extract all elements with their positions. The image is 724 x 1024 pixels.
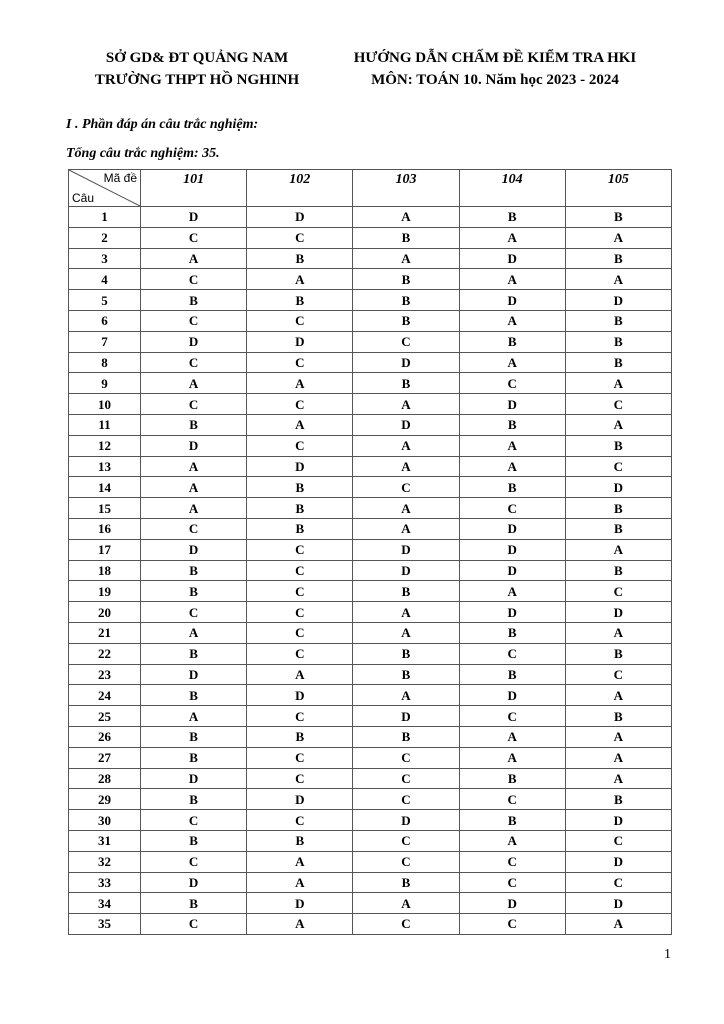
answer-cell: B — [353, 726, 459, 747]
table-row — [69, 830, 672, 851]
answer-cell: D — [353, 352, 459, 373]
answer-cell: A — [565, 768, 671, 789]
answer-cell: B — [459, 768, 565, 789]
answer-cell: D — [353, 539, 459, 560]
answer-cell: C — [247, 810, 353, 831]
answer-cell: A — [353, 435, 459, 456]
question-number-cell: 21 — [69, 622, 141, 643]
exam-code-header: 101 — [141, 170, 247, 207]
answer-cell: C — [247, 435, 353, 456]
answer-cell: C — [353, 747, 459, 768]
answer-cell: C — [141, 914, 247, 935]
question-number-cell: 34 — [69, 893, 141, 914]
answer-cell: A — [353, 248, 459, 269]
table-row — [69, 290, 672, 311]
table-row — [69, 664, 672, 685]
answer-cell: B — [565, 352, 671, 373]
table-row — [69, 310, 672, 331]
answer-cell: B — [565, 643, 671, 664]
question-number-cell: 13 — [69, 456, 141, 477]
answer-cell: B — [353, 643, 459, 664]
answer-cell: D — [459, 539, 565, 560]
table-row — [69, 518, 672, 539]
answer-cell: A — [459, 352, 565, 373]
corner-header-cell — [69, 170, 141, 207]
answer-cell: A — [565, 747, 671, 768]
answer-cell: C — [247, 581, 353, 602]
question-number-cell: 30 — [69, 810, 141, 831]
subject-year: MÔN: TOÁN 10. Năm học 2023 - 2024 — [371, 72, 619, 88]
answer-key-table — [68, 169, 672, 935]
answer-cell: D — [247, 685, 353, 706]
question-number-cell: 27 — [69, 747, 141, 768]
answer-cell: B — [247, 498, 353, 519]
answer-cell: A — [353, 498, 459, 519]
answer-cell: A — [565, 622, 671, 643]
table-row — [69, 914, 672, 935]
answer-cell: B — [459, 622, 565, 643]
question-number-cell: 22 — [69, 643, 141, 664]
question-number-cell: 28 — [69, 768, 141, 789]
answer-cell: B — [459, 810, 565, 831]
answer-cell: A — [141, 456, 247, 477]
answer-cell: B — [247, 726, 353, 747]
answer-cell: B — [141, 581, 247, 602]
answer-cell: C — [141, 602, 247, 623]
answer-cell: C — [141, 394, 247, 415]
answer-cell: D — [353, 414, 459, 435]
answer-cell: A — [141, 706, 247, 727]
answer-cell: C — [247, 768, 353, 789]
table-row — [69, 248, 672, 269]
question-number-cell: 18 — [69, 560, 141, 581]
question-number-cell: 32 — [69, 851, 141, 872]
answer-cell: C — [565, 872, 671, 893]
answer-cell: A — [565, 539, 671, 560]
question-number-cell: 23 — [69, 664, 141, 685]
answer-cell: A — [247, 872, 353, 893]
question-number-cell: 4 — [69, 269, 141, 290]
table-row — [69, 498, 672, 519]
answer-cell: B — [247, 477, 353, 498]
answer-cell: A — [353, 394, 459, 415]
answer-cell: C — [247, 352, 353, 373]
answer-cell: C — [459, 789, 565, 810]
table-row — [69, 539, 672, 560]
answer-cell: B — [353, 581, 459, 602]
question-number-cell: 3 — [69, 248, 141, 269]
answer-cell: B — [565, 310, 671, 331]
answer-cell: A — [459, 227, 565, 248]
table-row — [69, 747, 672, 768]
answer-cell: B — [459, 207, 565, 228]
table-row — [69, 851, 672, 872]
answer-cell: D — [141, 664, 247, 685]
table-row — [69, 581, 672, 602]
answer-cell: B — [353, 227, 459, 248]
answer-table-body — [69, 207, 672, 935]
answer-cell: C — [565, 456, 671, 477]
answer-cell: C — [247, 622, 353, 643]
answer-cell: D — [459, 685, 565, 706]
question-number-cell: 17 — [69, 539, 141, 560]
answer-cell: D — [247, 331, 353, 352]
question-number-cell: 2 — [69, 227, 141, 248]
answer-cell: B — [141, 290, 247, 311]
answer-cell: D — [141, 872, 247, 893]
table-row — [69, 394, 672, 415]
question-number-cell: 9 — [69, 373, 141, 394]
answer-cell: A — [353, 602, 459, 623]
answer-cell: B — [459, 664, 565, 685]
answer-cell: D — [565, 602, 671, 623]
answer-cell: D — [459, 248, 565, 269]
answer-cell: A — [565, 227, 671, 248]
answer-cell: D — [565, 477, 671, 498]
answer-cell: A — [247, 373, 353, 394]
table-row — [69, 477, 672, 498]
answer-cell: A — [459, 310, 565, 331]
answer-cell: B — [141, 789, 247, 810]
answer-cell: C — [459, 373, 565, 394]
table-row — [69, 602, 672, 623]
answer-cell: B — [565, 560, 671, 581]
answer-cell: C — [247, 706, 353, 727]
answer-cell: D — [565, 290, 671, 311]
page-number: 1 — [664, 947, 671, 962]
answer-cell: B — [247, 248, 353, 269]
answer-cell: D — [247, 893, 353, 914]
answer-cell: C — [459, 914, 565, 935]
answer-cell: B — [247, 518, 353, 539]
answer-cell: A — [353, 685, 459, 706]
answer-cell: A — [459, 269, 565, 290]
table-header-row — [69, 170, 672, 207]
answer-cell: B — [353, 269, 459, 290]
answer-cell: C — [353, 914, 459, 935]
table-row — [69, 560, 672, 581]
answer-cell: A — [459, 747, 565, 768]
answer-cell: A — [141, 373, 247, 394]
answer-cell: D — [141, 207, 247, 228]
question-number-cell: 20 — [69, 602, 141, 623]
table-row — [69, 414, 672, 435]
answer-cell: C — [247, 394, 353, 415]
answer-cell: B — [353, 373, 459, 394]
answer-cell: C — [247, 227, 353, 248]
table-row — [69, 643, 672, 664]
question-number-cell: 33 — [69, 872, 141, 893]
answer-cell: A — [353, 456, 459, 477]
answer-cell: C — [459, 498, 565, 519]
answer-cell: C — [247, 602, 353, 623]
answer-cell: B — [565, 331, 671, 352]
answer-cell: C — [247, 560, 353, 581]
table-row — [69, 373, 672, 394]
answer-cell: D — [459, 893, 565, 914]
answer-cell: C — [247, 747, 353, 768]
answer-cell: C — [247, 539, 353, 560]
answer-cell: D — [141, 539, 247, 560]
answer-cell: D — [141, 331, 247, 352]
answer-cell: A — [565, 685, 671, 706]
answer-cell: C — [141, 518, 247, 539]
answer-cell: A — [459, 581, 565, 602]
answer-cell: A — [459, 435, 565, 456]
answer-cell: C — [459, 872, 565, 893]
answer-cell: A — [459, 456, 565, 477]
answer-cell: B — [353, 664, 459, 685]
question-number-cell: 31 — [69, 830, 141, 851]
answer-cell: D — [247, 456, 353, 477]
answer-cell: B — [565, 207, 671, 228]
answer-cell: C — [353, 830, 459, 851]
answer-cell: D — [459, 560, 565, 581]
answer-cell: A — [141, 498, 247, 519]
answer-cell: A — [141, 477, 247, 498]
question-number-cell: 1 — [69, 207, 141, 228]
exam-code-header: 105 — [565, 170, 671, 207]
answer-cell: C — [459, 706, 565, 727]
answer-cell: D — [247, 789, 353, 810]
answer-cell: D — [353, 810, 459, 831]
answer-cell: B — [459, 331, 565, 352]
answer-cell: A — [459, 726, 565, 747]
table-row — [69, 706, 672, 727]
table-row — [69, 622, 672, 643]
question-number-cell: 8 — [69, 352, 141, 373]
answer-cell: D — [247, 207, 353, 228]
table-row — [69, 331, 672, 352]
question-number-cell: 7 — [69, 331, 141, 352]
question-number-cell: 12 — [69, 435, 141, 456]
answer-cell: A — [565, 373, 671, 394]
answer-cell: B — [565, 706, 671, 727]
table-row — [69, 207, 672, 228]
table-row — [69, 872, 672, 893]
answer-cell: D — [141, 435, 247, 456]
table-row — [69, 227, 672, 248]
answer-cell: B — [247, 290, 353, 311]
answer-cell: A — [141, 248, 247, 269]
answer-cell: C — [353, 331, 459, 352]
department-name: SỞ GD& ĐT QUẢNG NAM — [105, 50, 289, 66]
table-row — [69, 269, 672, 290]
answer-cell: B — [459, 414, 565, 435]
answer-cell: A — [565, 269, 671, 290]
document-title: HƯỚNG DẪN CHẤM ĐỀ KIỂM TRA HKI — [353, 50, 637, 66]
answer-cell: C — [565, 394, 671, 415]
question-number-cell: 16 — [69, 518, 141, 539]
answer-cell: B — [353, 872, 459, 893]
answer-cell: B — [141, 830, 247, 851]
table-row — [69, 685, 672, 706]
question-number-cell: 10 — [69, 394, 141, 415]
exam-code-header: 102 — [247, 170, 353, 207]
answer-cell: B — [353, 290, 459, 311]
answer-cell: B — [141, 685, 247, 706]
table-row — [69, 456, 672, 477]
answer-cell: A — [141, 622, 247, 643]
exam-code-header: 103 — [353, 170, 459, 207]
answer-cell: D — [459, 518, 565, 539]
answer-cell: A — [565, 414, 671, 435]
question-number-cell: 25 — [69, 706, 141, 727]
answer-cell: B — [565, 248, 671, 269]
answer-cell: C — [141, 269, 247, 290]
answer-cell: A — [353, 893, 459, 914]
answer-cell: D — [459, 290, 565, 311]
answer-cell: C — [141, 851, 247, 872]
answer-cell: C — [141, 352, 247, 373]
answer-cell: C — [565, 581, 671, 602]
answer-cell: C — [247, 310, 353, 331]
answer-cell: C — [353, 477, 459, 498]
answer-cell: B — [565, 498, 671, 519]
answer-cell: C — [353, 789, 459, 810]
question-number-cell: 29 — [69, 789, 141, 810]
answer-cell: B — [565, 789, 671, 810]
question-number-cell: 15 — [69, 498, 141, 519]
answer-cell: B — [141, 560, 247, 581]
exam-code-header: 104 — [459, 170, 565, 207]
answer-cell: B — [565, 518, 671, 539]
question-number-cell: 6 — [69, 310, 141, 331]
answer-cell: D — [459, 602, 565, 623]
answer-cell: D — [353, 706, 459, 727]
answer-cell: A — [247, 664, 353, 685]
answer-cell: C — [353, 768, 459, 789]
answer-cell: C — [565, 664, 671, 685]
section-title: I . Phần đáp án câu trắc nghiệm: — [66, 117, 259, 132]
answer-cell: C — [141, 810, 247, 831]
answer-cell: A — [247, 269, 353, 290]
question-number-cell: 14 — [69, 477, 141, 498]
answer-cell: C — [565, 830, 671, 851]
answer-cell: A — [565, 914, 671, 935]
answer-cell: A — [353, 518, 459, 539]
answer-cell: A — [247, 914, 353, 935]
answer-cell: C — [459, 643, 565, 664]
question-number-cell: 35 — [69, 914, 141, 935]
answer-cell: B — [459, 477, 565, 498]
answer-cell: C — [141, 227, 247, 248]
question-number-cell: 26 — [69, 726, 141, 747]
answer-cell: B — [247, 830, 353, 851]
question-number-cell: 11 — [69, 414, 141, 435]
answer-cell: A — [247, 414, 353, 435]
answer-cell: C — [353, 851, 459, 872]
table-row — [69, 810, 672, 831]
answer-cell: B — [353, 310, 459, 331]
answer-cell: D — [565, 893, 671, 914]
table-row — [69, 789, 672, 810]
answer-cell: D — [459, 394, 565, 415]
answer-cell: B — [141, 726, 247, 747]
answer-cell: A — [353, 622, 459, 643]
answer-cell: C — [459, 851, 565, 872]
answer-cell: D — [565, 851, 671, 872]
question-label: Câu — [72, 191, 95, 205]
answer-cell: A — [565, 726, 671, 747]
table-row — [69, 726, 672, 747]
school-header — [64, 47, 330, 91]
answer-cell: A — [353, 207, 459, 228]
answer-cell: B — [141, 414, 247, 435]
answer-cell: B — [141, 643, 247, 664]
answer-cell: D — [353, 560, 459, 581]
table-row — [69, 893, 672, 914]
answer-cell: D — [141, 768, 247, 789]
table-row — [69, 768, 672, 789]
answer-cell: B — [141, 893, 247, 914]
question-number-cell: 24 — [69, 685, 141, 706]
answer-cell: B — [565, 435, 671, 456]
exam-code-label: Mã đề — [103, 171, 137, 185]
exam-header — [330, 47, 660, 91]
answer-cell: A — [459, 830, 565, 851]
answer-cell: C — [247, 643, 353, 664]
table-row — [69, 435, 672, 456]
question-number-cell: 5 — [69, 290, 141, 311]
total-questions: Tổng câu trắc nghiệm: 35. — [66, 146, 220, 161]
answer-cell: A — [247, 851, 353, 872]
school-name: TRƯỜNG THPT HỒ NGHINH — [94, 72, 300, 88]
answer-cell: B — [141, 747, 247, 768]
table-row — [69, 352, 672, 373]
question-number-cell: 19 — [69, 581, 141, 602]
answer-cell: C — [141, 310, 247, 331]
answer-cell: D — [565, 810, 671, 831]
